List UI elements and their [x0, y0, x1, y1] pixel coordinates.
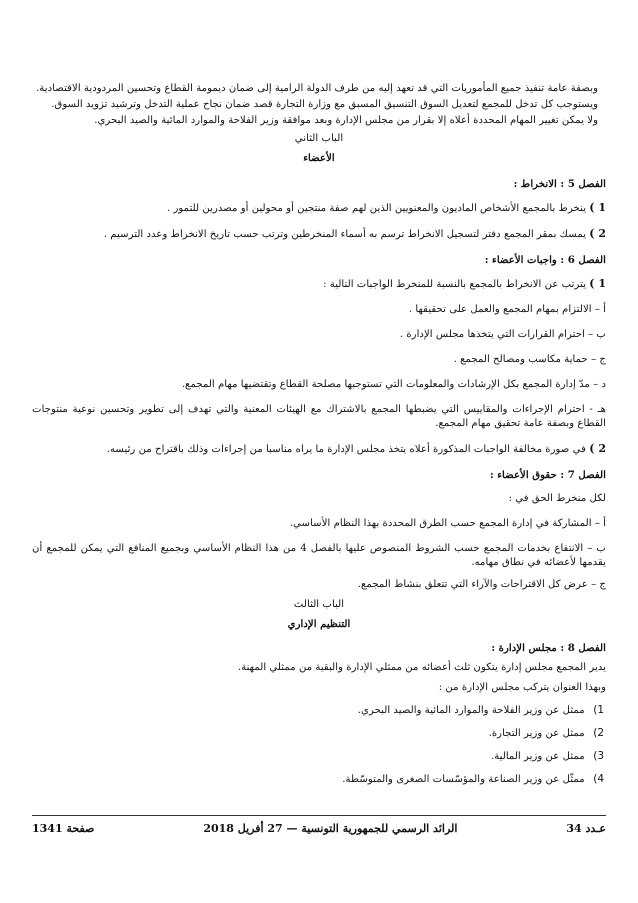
list-number: 1): [593, 704, 604, 716]
chapter-7-right-b: ب – الانتفاع بخدمات المجمع حسب الشروط المنصوص عليها بالفصل 4 من هذا النظام الأساسي وبجميع المنافع التي يمكن للمجمع أن يقدمها لأعضائه في نطاق مهامه.: [32, 543, 606, 568]
board-member-4: [32, 772, 606, 787]
chapter-6-duty-e: هـ - احترام الإجراءات والمقاييس التي يضبطها المجمع بالاشتراك مع الهيئات المعنية والتي تهدف إلى تطوير وتحسين نوعية منتوجات القطاع وبصفة عامة تحقيق مهام المجمع.: [32, 404, 606, 429]
list-text: ممثل عن وزير التجارة.: [488, 728, 585, 739]
item-number: 2 ): [589, 227, 606, 240]
chapter-7-intro: لكل منخرط الحق في :: [508, 493, 606, 504]
part-3-title: الباب الثالث: [293, 599, 345, 610]
list-number: 4): [593, 773, 604, 785]
item-text: يمسك بمقر المجمع دفتر لتسجيل الانخراط ترسم به أسماء المنخرطين وترتب حسب تاريخ الانخراط وعدد الترسيم .: [103, 229, 587, 240]
footer-divider: [32, 815, 606, 816]
part-3-subtitle: التنظيم الإداري: [287, 618, 351, 630]
chapter-6-duty-c: ج – حماية مكاسب ومصالح المجمع .: [453, 354, 606, 365]
list-text: ممثل عن وزير المالية.: [490, 751, 585, 762]
paragraph-3: ولا يمكن تغيير المهام المحددة أعلاه إلا بقرار من مجلس الإدارة وبعد موافقة وزير الفلاحة والموارد المائية والصيد البحري.: [94, 115, 598, 126]
part-2-subtitle: الأعضاء: [303, 152, 335, 164]
chapter-8-line-1: يدير المجمع مجلس إدارة يتكون ثلث أعضائه من ممثلي الإدارة والبقية من ممثلي المهنة.: [237, 662, 606, 673]
board-member-1: [32, 703, 606, 718]
chapter-7-right-a: أ – المشاركة في إدارة المجمع حسب الطرق المحددة بهذا النظام الأساسي.: [289, 518, 606, 529]
page-footer: [32, 822, 606, 835]
chapter-6-item-2: [32, 442, 606, 457]
item-number: 2 ): [589, 442, 606, 455]
chapter-6-heading: الفصل 6 : واجبات الأعضاء :: [484, 254, 606, 266]
board-member-2: [32, 726, 606, 741]
chapter-6-duty-a: أ – الالتزام بمهام المجمع والعمل على تحقيقها .: [408, 304, 606, 315]
list-text: ممثّل عن وزير الصناعة والمؤسّسات الصغرى والمتوسّطة.: [342, 774, 585, 785]
part-2-title: الباب الثاني: [294, 133, 344, 144]
document-body: [32, 82, 606, 787]
item-text: يترتب عن الانخراط بالمجمع بالنسبة للمنخرط الواجبات التالية :: [323, 279, 587, 290]
chapter-8-line-2: وبهذا العنوان يتركب مجلس الإدارة من :: [438, 682, 606, 693]
list-number: 2): [593, 727, 604, 739]
chapter-5-item-2: [32, 227, 606, 242]
chapter-7-right-c: ج – عرض كل الاقتراحات والآراء التي تتعلق بنشاط المجمع.: [357, 579, 606, 590]
chapter-5-item-1: [32, 201, 606, 216]
item-number: 1 ): [589, 277, 606, 290]
item-text: في صورة مخالفة الواجبات المذكورة أعلاه يتخذ مجلس الإدارة ما يراه مناسبا من إجراءات وذلك باقتراح من رئيسه.: [106, 444, 587, 455]
item-text: ينخرط بالمجمع الأشخاص الماديون والمعنويين الذين لهم صفة منتجين أو محولين أو مصدرين للتمور .: [167, 203, 587, 214]
item-number: 1 ): [589, 201, 606, 214]
board-member-3: [32, 749, 606, 764]
list-text: ممثل عن وزير الفلاحة والموارد المائية والصيد البحري.: [357, 705, 585, 716]
gazette-title: الرائد الرسمي للجمهورية التونسية — 27 أفريل 2018: [203, 822, 458, 835]
chapter-8-heading: الفصل 8 : مجلس الإدارة :: [491, 642, 606, 654]
chapter-6-duty-d: د – مدّ إدارة المجمع بكل الإرشادات والمعلومات التي تستوجبها مصلحة القطاع وتقتضيها مهام المجمع.: [181, 379, 606, 390]
chapter-6-intro: [32, 277, 606, 292]
list-number: 3): [593, 750, 604, 762]
chapter-6-duty-b: ب – احترام القرارات التي يتخذها مجلس الإدارة .: [399, 329, 606, 340]
page-number: صفحة 1341: [32, 822, 95, 835]
paragraph-2: ويستوجب كل تدخل للمجمع لتعديل السوق التنسيق المسبق مع وزارة التجارة قصد ضمان نجاح عملية التدخل وترشيد تزويد السوق.: [51, 99, 598, 110]
chapter-7-heading: الفصل 7 : حقوق الأعضاء :: [489, 469, 606, 481]
paragraph-1: وبصفة عامة تنفيذ جميع المأموريات التي قد تعهد إليه من طرف الدولة الرامية إلى ضمان ديمومة القطاع وتحسين المردودية الاقتصادية.: [36, 83, 598, 94]
issue-number: عـدد 34: [566, 822, 606, 835]
chapter-5-heading: الفصل 5 : الانخراط :: [513, 178, 606, 190]
